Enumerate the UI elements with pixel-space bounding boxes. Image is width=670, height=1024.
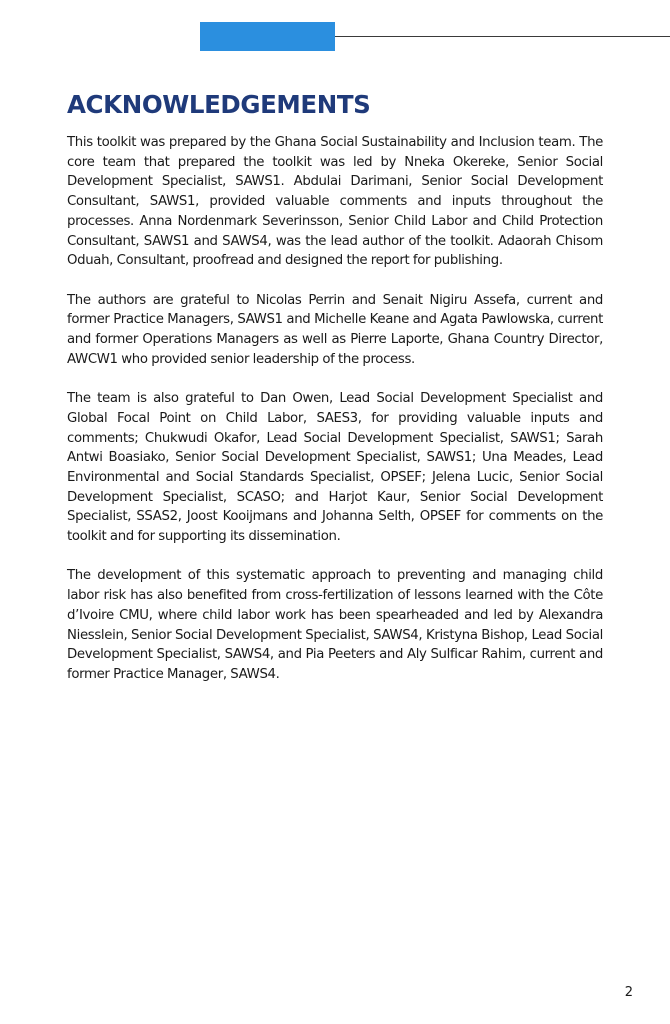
acknowledgements-body <box>67 133 603 704</box>
paragraph-2: The authors are grateful to Nicolas Perrin and Senait Nigiru Assefa, current and former Practice Managers, SAWS1 and Michelle Keane and Agata Pawlowska, current and former Operations Managers as well as Pierre Laporte, Ghana Country Director, AWCW1 who provided senior leadership of the process. <box>67 292 603 367</box>
page-number: 2 <box>624 985 633 1000</box>
paragraph-4: The development of this systematic approach to preventing and managing child labor risk has also benefited from cross-fertilization of lessons learned with the Côte d’Ivoire CMU, where child labor work has been spearheaded and led by Alexandra Niesslein, Senior Social Development Specialist, SAWS4, Kristyna Bishop, Lead Social Development Specialist, SAWS4, and Pia Peeters and Aly Sulficar Rahim, current and former Practice Manager, SAWS4. <box>67 568 603 682</box>
header-rule <box>335 36 670 37</box>
header-accent-bar <box>200 22 335 51</box>
paragraph-3: The team is also grateful to Dan Owen, Lead Social Development Specialist and Global Focal Point on Child Labor, SAES3, for providing valuable inputs and comments; Chukwudi Okafor, Lead Social Development Specialist, SAWS1; Sarah Antwi Boasiako, Senior Social Development Specialist, SAWS1; Una Meades, Lead Environmental and Social Standards Specialist, OPSEF; Jelena Lucic, Senior Social Development Specialist, SCASO; and Harjot Kaur, Senior Social Development Specialist, SSAS2, Joost Kooijmans and Johanna Selth, OPSEF for comments on the toolkit and for supporting its dissemination. <box>67 391 603 545</box>
paragraph-1: This toolkit was prepared by the Ghana Social Sustainability and Inclusion team. The core team that prepared the toolkit was led by Nneka Okereke, Senior Social Development Specialist, SAWS1. Abdulai Darimani, Senior Social Development Consultant, SAWS1, provided valuable comments and inputs throughout the processes. Anna Nordenmark Severinsson, Senior Child Labor and Child Protection Consultant, SAWS1 and SAWS4, was the lead author of the toolkit. Adaorah Chisom Oduah, Consultant, proofread and designed the report for publishing. <box>67 135 603 269</box>
page-title: ACKNOWLEDGEMENTS <box>67 90 371 119</box>
